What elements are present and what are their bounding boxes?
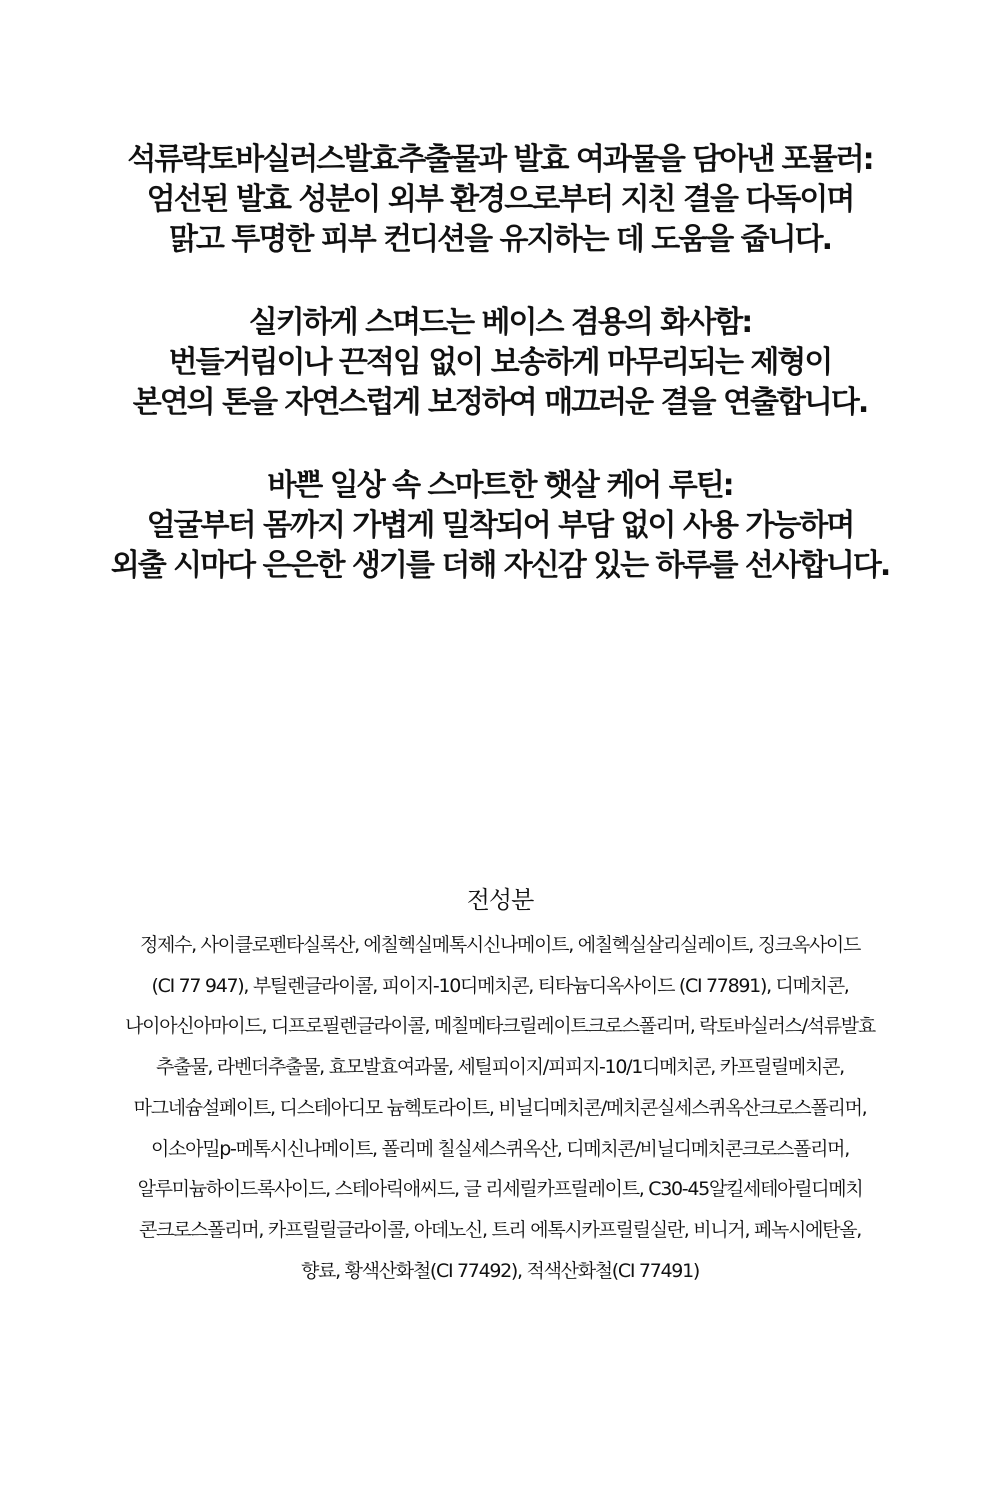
feature-block-texture [0,303,1000,423]
ingredients-line: (CI 77 947), 부틸렌글라이콜, 피이지-10디메치콘, 티타늄디옥사이드 (CI 77891), 디메치콘, [151,974,849,997]
feature-block-routine [0,466,1000,586]
feature-text-line: 번들거림이나 끈적임 없이 보송하게 마무리되는 제형이 [168,345,832,380]
feature-heading: 석류락토바실러스발효추출물과 발효 여과물을 담아낸 포뮬러: [127,142,873,177]
feature-heading: 실키하게 스며드는 베이스 겸용의 화사함: [248,305,752,340]
feature-text-line: 맑고 투명한 피부 컨디션을 유지하는 데 도움을 줍니다. [168,222,832,257]
ingredients-title: 전성분 [466,886,534,914]
feature-descriptions [0,140,1000,629]
feature-block-formula [0,140,1000,260]
feature-text-line: 얼굴부터 몸까지 가볍게 밀착되어 부담 없이 사용 가능하며 [146,508,854,543]
ingredients-line: 마그네슘설페이트, 디스테아디모 늄헥토라이트, 비닐디메치콘/메치콘실세스퀴옥산크로스폴리머, [133,1096,867,1119]
ingredients-line: 향료, 황색산화철(CI 77492), 적색산화철(CI 77491) [301,1259,699,1282]
feature-heading: 바쁜 일상 속 스마트한 햇살 케어 루틴: [267,468,733,503]
feature-text-line: 외출 시마다 은은한 생기를 더해 자신감 있는 하루를 선사합니다. [110,548,890,583]
ingredients-list [0,925,1000,1291]
ingredients-line: 콘크로스폴리머, 카프릴릴글라이콜, 아데노신, 트리 에톡시카프릴릴실란, 비니거, 페녹시에탄올, [139,1218,861,1241]
ingredients-line: 알루미늄하이드록사이드, 스테아릭애씨드, 글 리세릴카프릴레이트, C30-45알킬세테아릴디메치 [137,1178,863,1201]
ingredients-line: 추출물, 라벤더추출물, 효모발효여과물, 세틸피이지/피피지-10/1디메치콘, 카프릴릴메치콘, [156,1056,844,1079]
ingredients-line: 이소아밀p-메톡시신나메이트, 폴리메 칠실세스퀴옥산, 디메치콘/비닐디메치콘크로스폴리머, [151,1137,849,1160]
feature-text-line: 본연의 톤을 자연스럽게 보정하여 매끄러운 결을 연출합니다. [132,385,868,420]
ingredients-line: 나이아신아마이드, 디프로필렌글라이콜, 메칠메타크릴레이트크로스폴리머, 락토바실러스/석류발효 [125,1015,875,1038]
feature-text-line: 엄선된 발효 성분이 외부 환경으로부터 지친 결을 다독이며 [146,182,854,217]
ingredients-line: 정제수, 사이클로펜타실록산, 에칠헥실메톡시신나메이트, 에칠헥실살리실레이트, 징크옥사이드 [139,934,861,956]
ingredients-section [0,875,1000,1291]
